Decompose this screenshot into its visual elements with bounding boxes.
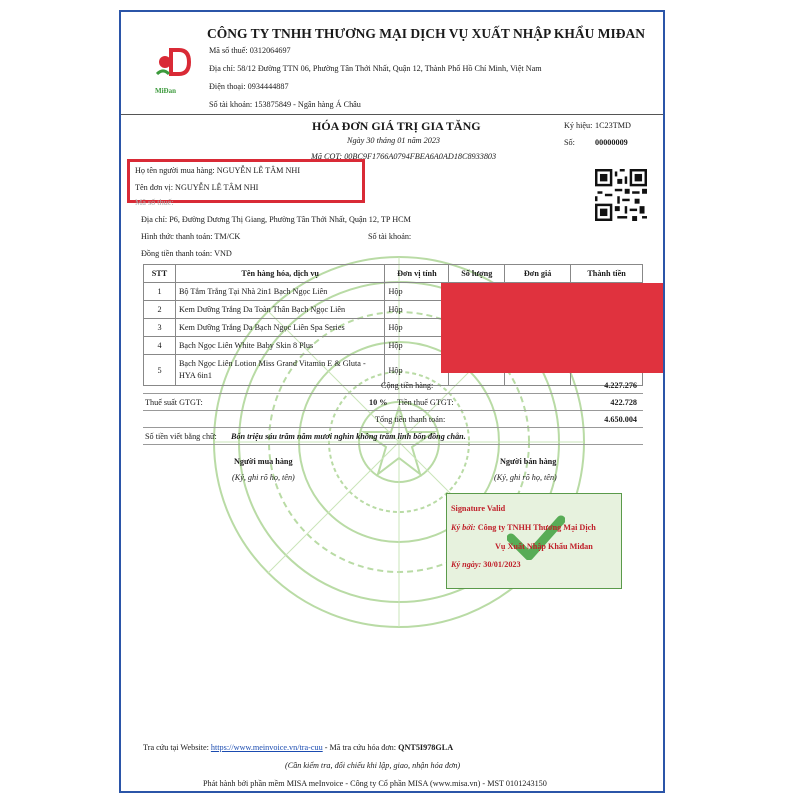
buyer-name: Họ tên người mua hàng: NGUYỄN LÊ TÂM NHI: [135, 166, 301, 175]
divider: [143, 410, 643, 411]
col-header-name: Tên hàng hóa, dịch vụ: [175, 265, 384, 283]
vat-rate-label: Thuế suất GTGT:: [145, 398, 203, 407]
row-unit: Hộp: [385, 355, 449, 386]
buyer-unit: Tên đơn vị: NGUYỄN LÊ TÂM NHI: [135, 183, 259, 192]
signed-date-label: Ký ngày:: [451, 560, 482, 569]
col-header-unit: Đơn vị tính: [385, 265, 449, 283]
seller-tax-code: Mã số thuế: 0312064697: [209, 46, 291, 55]
signature-valid-label: Signature Valid: [451, 504, 506, 513]
row-unit: Hộp: [385, 283, 449, 301]
vat-label: Tiền thuế GTGT:: [397, 398, 454, 407]
seller-sign-title: Người bán hàng: [500, 457, 557, 466]
lookup-line: [143, 743, 453, 752]
row-unit: Hộp: [385, 337, 449, 355]
row-name: Kem Dưỡng Trắng Da Bạch Ngọc Liên Spa Series: [175, 319, 384, 337]
symbol-value: 1C23TMD: [595, 121, 631, 130]
seller-sign-hint: (Ký, ghi rõ họ, tên): [494, 473, 557, 482]
invoice-document: [119, 10, 665, 793]
divider: [143, 444, 643, 445]
vat-rate-value: 10 %: [369, 398, 388, 407]
payment-method: Hình thức thanh toán: TM/CK: [141, 232, 241, 241]
row-unit: Hộp: [385, 319, 449, 337]
row-stt: 1: [144, 283, 176, 301]
col-header-amount: Thành tiền: [571, 265, 643, 283]
buyer-account: Số tài khoản:: [368, 232, 412, 241]
row-stt: 3: [144, 319, 176, 337]
company-logo: [149, 44, 197, 88]
signed-date: 30/01/2023: [483, 560, 521, 569]
row-stt: 2: [144, 301, 176, 319]
number-value: 00000009: [595, 138, 628, 147]
subtotal-label: Cộng tiền hàng:: [381, 381, 434, 390]
qr-code: [595, 169, 647, 221]
row-stt: 5: [144, 355, 176, 386]
lookup-code-label: - Mã tra cứu hóa đơn:: [324, 743, 397, 752]
col-header-price: Đơn giá: [505, 265, 571, 283]
lookup-prefix: Tra cứu tại Website:: [143, 743, 209, 752]
header-divider: [121, 114, 663, 115]
symbol-label: Ký hiệu:: [564, 121, 593, 130]
signed-by-line-1: Công ty TNHH Thương Mại Dịch: [477, 523, 596, 532]
lookup-code: QNT5I978GLA: [398, 743, 454, 752]
buyer-address: Địa chỉ: P6, Đường Dương Thị Giang, Phường Tân Thới Nhất, Quận 12, TP HCM: [141, 215, 411, 224]
row-name: Bạch Ngọc Liên White Baby Skin 8 Plus: [175, 337, 384, 355]
subtotal-value: 4.227.276: [604, 381, 637, 390]
row-name: Kem Dưỡng Trắng Da Toàn Thân Bạch Ngọc Liên: [175, 301, 384, 319]
currency: Đồng tiền thanh toán: VND: [141, 249, 232, 258]
digital-signature-box: [446, 493, 622, 589]
words-value: Bốn triệu sáu trăm năm mươi nghìn không trăm linh bốn đồng chẵn.: [231, 432, 466, 441]
logo-text: MiĐan: [155, 87, 176, 95]
words-label: Số tiền viết bằng chữ:: [145, 432, 217, 441]
buyer-sign-hint: (Ký, ghi rõ họ, tên): [232, 473, 295, 482]
invoice-cqt-code: Mã CQT: 00BC9F1766A0794FBEA6A0AD18C8933803: [311, 152, 497, 161]
buyer-sign-title: Người mua hàng: [234, 457, 293, 466]
seller-phone: Điện thoại: 0934444887: [209, 82, 289, 91]
signed-by-label: Ký bởi:: [451, 523, 476, 532]
buyer-highlight-box: [127, 159, 365, 203]
footer-publisher: Phát hành bởi phần mềm MISA meInvoice - Công ty Cổ phần MISA (www.misa.vn) - MST 0101243150: [203, 779, 547, 788]
table-header-row: [144, 265, 643, 283]
row-name: Bạch Ngọc Liên Lotion Miss Grand Vitamin E & Gluta - HYA 6in1: [175, 355, 384, 386]
number-label: Số:: [564, 138, 575, 147]
redaction-block: [441, 283, 663, 373]
total-label: Tổng tiền thanh toán:: [375, 415, 446, 424]
row-stt: 4: [144, 337, 176, 355]
lookup-url-link[interactable]: https://www.meinvoice.vn/tra-cuu: [210, 743, 323, 752]
seller-address: Địa chỉ: 58/12 Đường TTN 06, Phường Tân Thới Nhất, Quận 12, Thành Phố Hồ Chí Minh, Việt Nam: [209, 64, 542, 73]
total-value: 4.650.004: [604, 415, 637, 424]
vat-value: 422.728: [610, 398, 637, 407]
footer-note: (Cần kiểm tra, đối chiếu khi lập, giao, nhận hóa đơn): [285, 761, 461, 770]
checkmark-icon: [507, 514, 565, 560]
buyer-tax-code: Mã số thuế:: [135, 198, 174, 207]
invoice-title: HÓA ĐƠN GIÁ TRỊ GIA TĂNG: [312, 119, 481, 133]
row-unit: Hộp: [385, 301, 449, 319]
seller-bank: Số tài khoản: 153875849 - Ngân hàng Á Châu: [209, 100, 361, 109]
row-name: Bộ Tắm Trắng Tại Nhà 2in1 Bạch Ngọc Liên: [175, 283, 384, 301]
col-header-stt: STT: [144, 265, 176, 283]
invoice-date: Ngày 30 tháng 01 năm 2023: [347, 136, 441, 145]
col-header-qty: Số lượng: [449, 265, 505, 283]
signed-by-line-2: Vụ Xuất Nhập Khẩu Miđan: [495, 542, 593, 551]
divider: [143, 393, 643, 394]
divider: [143, 427, 643, 428]
company-name: CÔNG TY TNHH THƯƠNG MẠI DỊCH VỤ XUẤT NHẬP KHẨU MIĐAN: [207, 26, 646, 41]
